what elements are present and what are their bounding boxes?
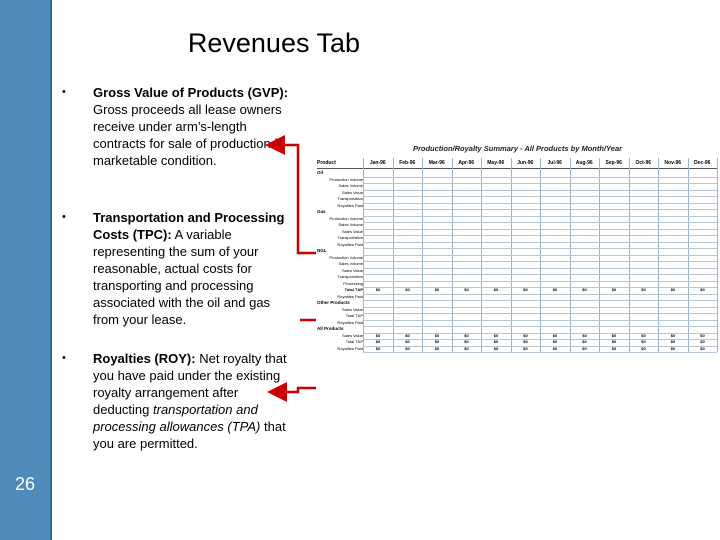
summary-cell-value: $0 [552, 345, 558, 351]
grid-row-line [363, 313, 717, 314]
grid-row-line [363, 281, 717, 282]
grid-row-line [363, 274, 717, 275]
slide-number: 26 [14, 474, 36, 494]
bullet-marker: • [62, 86, 66, 98]
summary-row-label: Other Products [317, 300, 350, 305]
summary-cell-value: $0 [434, 345, 440, 351]
grid-row-line [363, 261, 717, 262]
summary-cell-value: $0 [434, 339, 440, 344]
summary-header-month: Apr-96 [452, 158, 482, 169]
grid-row-line [363, 222, 717, 223]
summary-cell-value: $0 [670, 339, 676, 344]
summary-row-label: Sales Volume [338, 261, 363, 266]
summary-row-label: Production Volume [329, 215, 363, 221]
bullet-text [93, 350, 298, 452]
summary-header-month: Jan-96 [363, 158, 393, 169]
grid-row-line [363, 255, 717, 256]
summary-row-label: Sales Value [341, 332, 363, 338]
summary-row-label: Gas [317, 209, 326, 214]
grid-row-line [363, 307, 717, 308]
summary-header-month: Nov-96 [658, 158, 688, 169]
summary-cell-value: $0 [611, 339, 617, 344]
grid-row-line [363, 294, 717, 295]
summary-cell-value: $0 [552, 339, 558, 344]
summary-row-label: Sales Volume [338, 183, 363, 188]
bullet-term: Transportation and Processing Costs (TPC): [93, 210, 285, 242]
summary-cell-value: $0 [700, 345, 705, 351]
summary-header-month: Mar-96 [422, 158, 452, 169]
summary-cell-value: $0 [493, 339, 499, 344]
summary-header-month: Oct-96 [629, 158, 659, 169]
grid-row-line [363, 235, 717, 236]
bullet-tail: that you are permitted. [93, 419, 286, 451]
summary-row-label: Transportation [337, 235, 363, 240]
summary-cell-value: $0 [464, 287, 469, 292]
summary-row-label: Sales Value [341, 228, 363, 234]
grid-row-line [363, 203, 717, 204]
summary-title: Production/Royalty Summary - All Products by Month/Year [412, 144, 623, 153]
summary-header-month: Sep-96 [599, 158, 629, 169]
left-accent-bar [0, 0, 50, 540]
bullet-term: Gross Value of Products (GVP): [93, 85, 289, 100]
summary-cell-value: $0 [523, 287, 528, 292]
grid-row-line [363, 352, 717, 353]
summary-cell-value: $0 [670, 287, 676, 292]
summary-cell-value: $0 [582, 287, 587, 292]
summary-cell-value: $0 [464, 339, 469, 344]
summary-cell-value: $0 [405, 345, 410, 351]
bullet-text [93, 84, 298, 169]
summary-row-label: Royalties Paid [337, 202, 363, 208]
summary-cell-value: $0 [641, 287, 646, 292]
summary-row-label: Royalties Paid [337, 241, 363, 247]
summary-cell-value: $0 [375, 339, 381, 344]
summary-cell-value: $0 [405, 339, 410, 344]
summary-row-label: Oil [317, 170, 324, 175]
summary-cell-value: $0 [493, 332, 499, 338]
summary-cell-value: $0 [375, 345, 381, 351]
summary-cell-value: $0 [582, 332, 587, 338]
bullet-term: Royalties (ROY): [93, 351, 196, 366]
summary-header-month: Jul-96 [540, 158, 570, 169]
summary-row-label: Total T&P [345, 339, 363, 344]
summary-header-product: Product [317, 158, 363, 169]
summary-row-label: Royalties Paid [337, 319, 363, 325]
summary-header-month: Aug-96 [570, 158, 600, 169]
grid-row-line [363, 190, 717, 191]
summary-row-label: Sales Volume [338, 222, 363, 227]
summary-header-month: Dec-96 [688, 158, 718, 169]
summary-row-label: NGL [317, 248, 327, 253]
summary-cell-value: $0 [700, 332, 705, 338]
summary-cell-value: $0 [700, 287, 705, 292]
summary-cell-value: $0 [493, 287, 499, 292]
production-royalty-summary [317, 140, 718, 398]
summary-cell-value: $0 [641, 345, 646, 351]
summary-row-label: Production Volume [329, 176, 363, 182]
summary-header-month: Feb-96 [393, 158, 423, 169]
bullet-body: Net royalty that you have paid under the existing royalty arrangement after deducting [93, 351, 287, 417]
summary-cell-value: $0 [375, 287, 381, 292]
left-accent-stripe [50, 0, 52, 540]
bullet-text [93, 209, 298, 328]
summary-cell-value: $0 [611, 332, 617, 338]
summary-cell-value: $0 [670, 332, 676, 338]
grid-column-line [717, 158, 718, 352]
summary-cell-value: $0 [641, 339, 646, 344]
summary-cell-value: $0 [434, 287, 440, 292]
grid-row-line [363, 229, 717, 230]
summary-row-label: Total T&P [345, 313, 363, 318]
summary-cell-value: $0 [611, 345, 617, 351]
summary-cell-value: $0 [582, 339, 587, 344]
summary-row-label: Royalties Paid [337, 293, 363, 299]
bullet-body: A variable representing the sum of your reasonable, actual costs for transporting and processing associated with the oil and gas from your lease. [93, 227, 271, 327]
summary-cell-value: $0 [700, 339, 705, 344]
summary-cell-value: $0 [582, 345, 587, 351]
summary-header-month: May-96 [481, 158, 511, 169]
summary-row-label: Royalties Paid [337, 345, 363, 351]
grid-row-line [363, 326, 717, 327]
summary-row-label: All Products [317, 326, 344, 331]
summary-row-label: Sales Value [341, 267, 363, 273]
grid-row-line [363, 300, 717, 301]
grid-row-line [363, 320, 717, 321]
bullet-marker: • [62, 211, 66, 223]
summary-cell-value: $0 [611, 287, 617, 292]
summary-row-label: Transportation [337, 274, 363, 279]
grid-row-line [363, 177, 717, 178]
summary-row-label: Sales Value [341, 189, 363, 195]
grid-row-line [363, 196, 717, 197]
grid-row-line [363, 183, 717, 184]
grid-row-line [363, 242, 717, 243]
summary-cell-value: $0 [405, 332, 410, 338]
bullet-marker: • [62, 352, 66, 364]
summary-cell-value: $0 [523, 332, 528, 338]
summary-header-month: Jun-96 [511, 158, 541, 169]
summary-cell-value: $0 [523, 345, 528, 351]
summary-cell-value: $0 [493, 345, 499, 351]
summary-row-label: Production Volume [329, 254, 363, 260]
summary-row-label: Sales Value [341, 306, 363, 312]
grid-row-line [363, 268, 717, 269]
summary-row-label: Processing [343, 280, 363, 286]
summary-row-label: Transportation [337, 196, 363, 201]
summary-row-label: Total T&P [344, 287, 363, 292]
summary-cell-value: $0 [464, 345, 469, 351]
grid-row-line [363, 248, 717, 249]
summary-cell-value: $0 [552, 287, 558, 292]
summary-cell-value: $0 [405, 287, 410, 292]
bullet-body: Gross proceeds all lease owners receive under arm’s-length contracts for sale of production in marketable condition. [93, 102, 285, 168]
summary-cell-value: $0 [552, 332, 558, 338]
grid-row-line [363, 209, 717, 210]
slide-title: Revenues Tab [187, 28, 360, 58]
bullet-italic: transportation and processing allowances (TPA) [93, 402, 261, 434]
summary-cell-value: $0 [434, 332, 440, 338]
summary-cell-value: $0 [464, 332, 469, 338]
summary-cell-value: $0 [641, 332, 646, 338]
summary-cell-value: $0 [375, 332, 381, 338]
summary-cell-value: $0 [670, 345, 676, 351]
summary-cell-value: $0 [523, 339, 528, 344]
grid-row-line [363, 216, 717, 217]
